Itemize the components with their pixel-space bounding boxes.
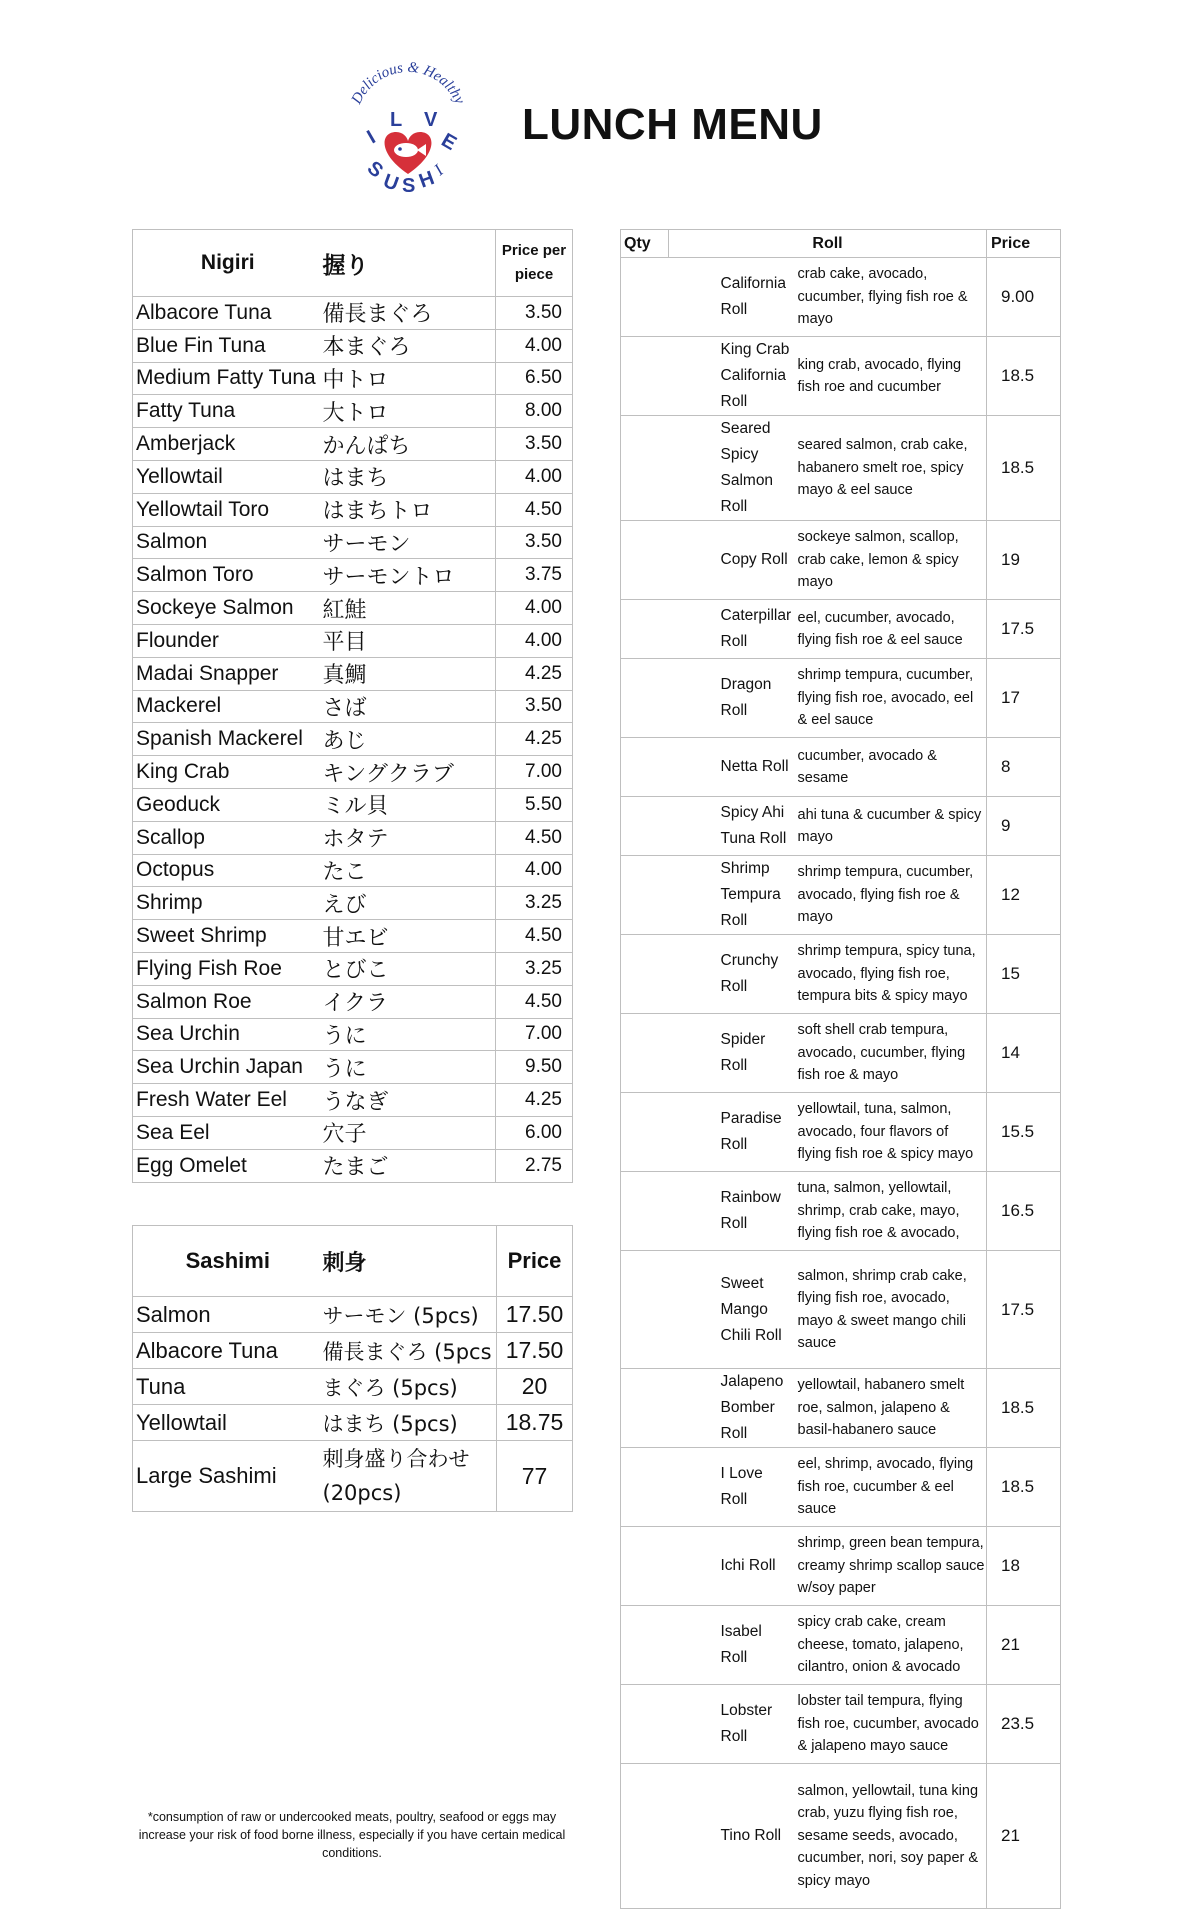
roll-name: Lobster Roll (669, 1685, 792, 1764)
roll-row (621, 1093, 1061, 1172)
roll-price: 15.5 (987, 1093, 1061, 1172)
sashimi-header-name: Sashimi (133, 1226, 323, 1297)
sashimi-item-price: 20 (497, 1369, 573, 1405)
roll-price: 19 (987, 521, 1061, 600)
roll-qty-cell[interactable] (621, 600, 669, 659)
roll-price: 14 (987, 1014, 1061, 1093)
roll-description: yellowtail, habanero smelt roe, salmon, jalapeno & basil-habanero sauce (792, 1369, 987, 1448)
nigiri-item-jp: うなぎ (323, 1084, 496, 1117)
roll-price: 17 (987, 659, 1061, 738)
rolls-table (620, 229, 1061, 1909)
roll-price: 9 (987, 797, 1061, 856)
sashimi-item-price: 17.50 (497, 1297, 573, 1333)
sashimi-item-price: 17.50 (497, 1333, 573, 1369)
roll-name: King Crab California Roll (669, 337, 792, 416)
roll-description: ahi tuna & cucumber & spicy mayo (792, 797, 987, 856)
nigiri-row (133, 723, 573, 756)
roll-name: Copy Roll (669, 521, 792, 600)
nigiri-item-name: Octopus (133, 854, 323, 887)
nigiri-row (133, 952, 573, 985)
roll-price: 21 (987, 1606, 1061, 1685)
nigiri-item-jp: あじ (323, 723, 496, 756)
nigiri-item-jp: 大トロ (323, 395, 496, 428)
nigiri-item-name: Mackerel (133, 690, 323, 723)
sashimi-item-jp: サーモン (5pcs) (323, 1297, 497, 1333)
sashimi-item-price: 18.75 (497, 1405, 573, 1441)
nigiri-item-jp: ミル貝 (323, 788, 496, 821)
roll-row (621, 1527, 1061, 1606)
roll-name: Spicy Ahi Tuna Roll (669, 797, 792, 856)
nigiri-item-price: 8.00 (496, 395, 573, 428)
roll-price: 17.5 (987, 600, 1061, 659)
roll-row (621, 1448, 1061, 1527)
nigiri-item-jp: さば (323, 690, 496, 723)
nigiri-row (133, 920, 573, 953)
nigiri-header-price: Price per piece (496, 230, 573, 297)
roll-qty-cell[interactable] (621, 337, 669, 416)
nigiri-item-jp: 中トロ (323, 362, 496, 395)
roll-name: Ichi Roll (669, 1527, 792, 1606)
nigiri-item-name: Geoduck (133, 788, 323, 821)
roll-name: Paradise Roll (669, 1093, 792, 1172)
roll-row (621, 1251, 1061, 1369)
nigiri-item-price: 2.75 (496, 1149, 573, 1182)
rolls-header-row (621, 230, 1061, 258)
nigiri-row (133, 854, 573, 887)
roll-qty-cell[interactable] (621, 1685, 669, 1764)
roll-price: 18.5 (987, 416, 1061, 521)
roll-price: 18 (987, 1527, 1061, 1606)
nigiri-item-name: Amberjack (133, 428, 323, 461)
roll-name: Tino Roll (669, 1764, 792, 1909)
nigiri-item-jp: 平目 (323, 624, 496, 657)
nigiri-item-name: Scallop (133, 821, 323, 854)
roll-price: 12 (987, 856, 1061, 935)
nigiri-item-jp: サーモン (323, 526, 496, 559)
nigiri-header-row (133, 230, 573, 297)
nigiri-item-name: Sea Urchin Japan (133, 1051, 323, 1084)
nigiri-item-jp: 真鯛 (323, 657, 496, 690)
roll-row (621, 659, 1061, 738)
nigiri-row (133, 1051, 573, 1084)
nigiri-item-name: King Crab (133, 756, 323, 789)
sashimi-item-name: Tuna (133, 1369, 323, 1405)
nigiri-item-price: 9.50 (496, 1051, 573, 1084)
nigiri-row (133, 559, 573, 592)
nigiri-row (133, 657, 573, 690)
roll-row (621, 856, 1061, 935)
nigiri-item-name: Sockeye Salmon (133, 592, 323, 625)
nigiri-row (133, 1149, 573, 1182)
roll-description: spicy crab cake, cream cheese, tomato, jalapeno, cilantro, onion & avocado (792, 1606, 987, 1685)
nigiri-row (133, 788, 573, 821)
sashimi-row (133, 1369, 573, 1405)
roll-description: shrimp tempura, spicy tuna, avocado, flying fish roe, tempura bits & spicy mayo (792, 935, 987, 1014)
nigiri-item-price: 4.00 (496, 854, 573, 887)
roll-description: king crab, avocado, flying fish roe and cucumber (792, 337, 987, 416)
rolls-header-price: Price (987, 230, 1061, 258)
roll-price: 18.5 (987, 1369, 1061, 1448)
nigiri-item-jp: ホタテ (323, 821, 496, 854)
roll-description: lobster tail tempura, flying fish roe, cucumber, avocado & jalapeno mayo sauce (792, 1685, 987, 1764)
roll-qty-cell[interactable] (621, 1172, 669, 1251)
roll-qty-cell[interactable] (621, 1448, 669, 1527)
sashimi-row (133, 1405, 573, 1441)
nigiri-row (133, 460, 573, 493)
logo-letter-u: U (380, 170, 402, 192)
roll-name: California Roll (669, 258, 792, 337)
roll-row (621, 1685, 1061, 1764)
sashimi-row (133, 1441, 573, 1512)
roll-row (621, 416, 1061, 521)
sashimi-item-price: 77 (497, 1441, 573, 1512)
nigiri-row (133, 756, 573, 789)
roll-description: tuna, salmon, yellowtail, shrimp, crab cake, mayo, flying fish roe & avocado, (792, 1172, 987, 1251)
nigiri-item-price: 5.50 (496, 788, 573, 821)
nigiri-item-price: 3.50 (496, 526, 573, 559)
nigiri-item-price: 7.00 (496, 756, 573, 789)
roll-row (621, 337, 1061, 416)
roll-row (621, 521, 1061, 600)
nigiri-item-name: Egg Omelet (133, 1149, 323, 1182)
logo-letter-l: L (390, 109, 403, 131)
sashimi-item-jp: まぐろ (5pcs) (323, 1369, 497, 1405)
sashimi-row (133, 1333, 573, 1369)
nigiri-item-name: Sweet Shrimp (133, 920, 323, 953)
roll-description: soft shell crab tempura, avocado, cucumber, flying fish roe & mayo (792, 1014, 987, 1093)
nigiri-item-name: Spanish Mackerel (133, 723, 323, 756)
logo-letter-i: I (363, 126, 380, 149)
roll-price: 8 (987, 738, 1061, 797)
roll-qty-cell[interactable] (621, 797, 669, 856)
nigiri-row (133, 362, 573, 395)
roll-qty-cell[interactable] (621, 1014, 669, 1093)
nigiri-item-jp: うに (323, 1018, 496, 1051)
logo-letter-i2: I (430, 160, 447, 180)
nigiri-row (133, 526, 573, 559)
nigiri-row (133, 1084, 573, 1117)
nigiri-item-price: 4.00 (496, 592, 573, 625)
nigiri-item-price: 6.00 (496, 1116, 573, 1149)
rolls-header-qty: Qty (621, 230, 669, 258)
nigiri-item-name: Flying Fish Roe (133, 952, 323, 985)
roll-price: 18.5 (987, 1448, 1061, 1527)
roll-row (621, 1014, 1061, 1093)
nigiri-row (133, 1116, 573, 1149)
roll-name: Rainbow Roll (669, 1172, 792, 1251)
roll-qty-cell[interactable] (621, 1251, 669, 1369)
roll-price: 17.5 (987, 1251, 1061, 1369)
roll-description: yellowtail, tuna, salmon, avocado, four flavors of flying fish roe & spicy mayo (792, 1093, 987, 1172)
roll-description: cucumber, avocado & sesame (792, 738, 987, 797)
nigiri-row (133, 1018, 573, 1051)
brand-logo (338, 62, 478, 192)
logo-letter-s2: S (402, 175, 416, 192)
nigiri-item-jp: 穴子 (323, 1116, 496, 1149)
roll-qty-cell[interactable] (621, 659, 669, 738)
roll-row (621, 797, 1061, 856)
roll-row (621, 600, 1061, 659)
nigiri-item-name: Blue Fin Tuna (133, 329, 323, 362)
roll-description: sockeye salmon, scallop, crab cake, lemon & spicy mayo (792, 521, 987, 600)
roll-qty-cell[interactable] (621, 416, 669, 521)
roll-row (621, 1369, 1061, 1448)
nigiri-row (133, 428, 573, 461)
page-title: LUNCH MENU (522, 100, 823, 149)
roll-qty-cell[interactable] (621, 856, 669, 935)
nigiri-item-name: Sea Eel (133, 1116, 323, 1149)
nigiri-item-jp: うに (323, 1051, 496, 1084)
sashimi-header-jp: 刺身 (323, 1226, 497, 1297)
nigiri-item-price: 6.50 (496, 362, 573, 395)
roll-row (621, 738, 1061, 797)
roll-name: Caterpillar Roll (669, 600, 792, 659)
nigiri-item-price: 4.50 (496, 493, 573, 526)
roll-name: Dragon Roll (669, 659, 792, 738)
logo-tagline (348, 62, 467, 108)
nigiri-item-jp: 紅鮭 (323, 592, 496, 625)
nigiri-item-name: Flounder (133, 624, 323, 657)
roll-description: shrimp tempura, cucumber, avocado, flying fish roe & mayo (792, 856, 987, 935)
nigiri-item-name: Medium Fatty Tuna (133, 362, 323, 395)
nigiri-item-price: 3.25 (496, 952, 573, 985)
nigiri-item-name: Shrimp (133, 887, 323, 920)
nigiri-item-jp: 本まぐろ (323, 329, 496, 362)
nigiri-header-jp: 握り (323, 230, 496, 297)
roll-price: 15 (987, 935, 1061, 1014)
nigiri-item-price: 4.50 (496, 985, 573, 1018)
nigiri-row (133, 821, 573, 854)
roll-row (621, 258, 1061, 337)
sashimi-item-jp: 備長まぐろ (5pcs (323, 1333, 497, 1369)
roll-qty-cell[interactable] (621, 935, 669, 1014)
nigiri-row (133, 297, 573, 330)
roll-description: eel, shrimp, avocado, flying fish roe, cucumber & eel sauce (792, 1448, 987, 1527)
sashimi-table (132, 1225, 573, 1512)
nigiri-item-price: 3.50 (496, 428, 573, 461)
roll-name: Seared Spicy Salmon Roll (669, 416, 792, 521)
nigiri-row (133, 690, 573, 723)
roll-qty-cell[interactable] (621, 258, 669, 337)
nigiri-item-price: 4.25 (496, 723, 573, 756)
nigiri-row (133, 395, 573, 428)
nigiri-item-price: 4.00 (496, 329, 573, 362)
nigiri-row (133, 592, 573, 625)
rolls-header-roll: Roll (669, 230, 987, 258)
logo-letter-v: V (424, 109, 438, 131)
nigiri-item-price: 4.50 (496, 920, 573, 953)
roll-row (621, 1172, 1061, 1251)
sashimi-row (133, 1297, 573, 1333)
nigiri-table (132, 229, 573, 1183)
nigiri-item-jp: はまちトロ (323, 493, 496, 526)
sashimi-item-jp: 刺身盛り合わせ (20pcs) (323, 1441, 497, 1512)
nigiri-item-jp: イクラ (323, 985, 496, 1018)
sashimi-item-name: Albacore Tuna (133, 1333, 323, 1369)
nigiri-item-name: Yellowtail (133, 460, 323, 493)
roll-name: I Love Roll (669, 1448, 792, 1527)
roll-description: shrimp tempura, cucumber, flying fish roe, avocado, eel & eel sauce (792, 659, 987, 738)
nigiri-item-price: 4.00 (496, 624, 573, 657)
nigiri-item-price: 3.50 (496, 690, 573, 723)
roll-description: salmon, shrimp crab cake, flying fish roe, avocado, mayo & sweet mango chili sauce (792, 1251, 987, 1369)
roll-price: 18.5 (987, 337, 1061, 416)
logo-letter-h: H (416, 167, 438, 192)
sashimi-item-name: Large Sashimi (133, 1441, 323, 1512)
sashimi-header-price: Price (497, 1226, 573, 1297)
nigiri-row (133, 985, 573, 1018)
nigiri-item-jp: キングクラブ (323, 756, 496, 789)
nigiri-item-name: Yellowtail Toro (133, 493, 323, 526)
roll-qty-cell[interactable] (621, 1764, 669, 1909)
roll-qty-cell[interactable] (621, 1093, 669, 1172)
nigiri-item-jp: はまち (323, 460, 496, 493)
roll-row (621, 935, 1061, 1014)
nigiri-item-jp: サーモントロ (323, 559, 496, 592)
roll-description: seared salmon, crab cake, habanero smelt roe, spicy mayo & eel sauce (792, 416, 987, 521)
roll-price: 23.5 (987, 1685, 1061, 1764)
logo-letter-e: E (437, 129, 461, 156)
nigiri-item-price: 3.25 (496, 887, 573, 920)
nigiri-row (133, 493, 573, 526)
roll-row (621, 1764, 1061, 1909)
roll-name: Sweet Mango Chili Roll (669, 1251, 792, 1369)
roll-name: Shrimp Tempura Roll (669, 856, 792, 935)
nigiri-item-name: Sea Urchin (133, 1018, 323, 1051)
sashimi-item-name: Salmon (133, 1297, 323, 1333)
nigiri-item-name: Madai Snapper (133, 657, 323, 690)
roll-qty-cell[interactable] (621, 738, 669, 797)
roll-name: Netta Roll (669, 738, 792, 797)
roll-description: crab cake, avocado, cucumber, flying fish roe & mayo (792, 258, 987, 337)
roll-description: shrimp, green bean tempura, creamy shrimp scallop sauce w/soy paper (792, 1527, 987, 1606)
nigiri-item-price: 7.00 (496, 1018, 573, 1051)
roll-price: 21 (987, 1764, 1061, 1909)
logo-letter-s1: S (362, 156, 388, 183)
logo-tagline-path: Delicious & Healthy (348, 62, 468, 107)
roll-description: salmon, yellowtail, tuna king crab, yuzu flying fish roe, sesame seeds, avocado, cucumber, nori, soy paper & spicy mayo (792, 1764, 987, 1909)
nigiri-item-jp: かんぱち (323, 428, 496, 461)
nigiri-row (133, 329, 573, 362)
nigiri-item-price: 4.00 (496, 460, 573, 493)
roll-qty-cell[interactable] (621, 1606, 669, 1685)
roll-price: 16.5 (987, 1172, 1061, 1251)
nigiri-item-jp: たこ (323, 854, 496, 887)
sashimi-header-row (133, 1226, 573, 1297)
nigiri-item-price: 4.25 (496, 657, 573, 690)
nigiri-item-price: 4.25 (496, 1084, 573, 1117)
nigiri-item-jp: たまご (323, 1149, 496, 1182)
roll-row (621, 1606, 1061, 1685)
nigiri-item-price: 3.75 (496, 559, 573, 592)
nigiri-item-name: Salmon Toro (133, 559, 323, 592)
nigiri-row (133, 887, 573, 920)
roll-name: Isabel Roll (669, 1606, 792, 1685)
roll-name: Crunchy Roll (669, 935, 792, 1014)
health-disclaimer: *consumption of raw or undercooked meats, poultry, seafood or eggs may increase your risk of food borne illness, especially if you have certain medical conditions. (138, 1810, 566, 1860)
heart-fish-icon (385, 132, 432, 174)
nigiri-item-jp: えび (323, 887, 496, 920)
nigiri-item-name: Salmon Roe (133, 985, 323, 1018)
sashimi-item-jp: はまち (5pcs) (323, 1405, 497, 1441)
roll-name: Spider Roll (669, 1014, 792, 1093)
roll-qty-cell[interactable] (621, 1369, 669, 1448)
roll-qty-cell[interactable] (621, 1527, 669, 1606)
nigiri-header-name: Nigiri (133, 230, 323, 297)
nigiri-item-jp: とびこ (323, 952, 496, 985)
nigiri-item-jp: 甘エビ (323, 920, 496, 953)
nigiri-item-name: Fresh Water Eel (133, 1084, 323, 1117)
nigiri-item-jp: 備長まぐろ (323, 297, 496, 330)
roll-qty-cell[interactable] (621, 521, 669, 600)
nigiri-row (133, 624, 573, 657)
roll-description: eel, cucumber, avocado, flying fish roe & eel sauce (792, 600, 987, 659)
roll-price: 9.00 (987, 258, 1061, 337)
sashimi-item-name: Yellowtail (133, 1405, 323, 1441)
roll-name: Jalapeno Bomber Roll (669, 1369, 792, 1448)
nigiri-item-name: Albacore Tuna (133, 297, 323, 330)
nigiri-item-price: 3.50 (496, 297, 573, 330)
nigiri-item-name: Salmon (133, 526, 323, 559)
nigiri-item-name: Fatty Tuna (133, 395, 323, 428)
nigiri-item-price: 4.50 (496, 821, 573, 854)
